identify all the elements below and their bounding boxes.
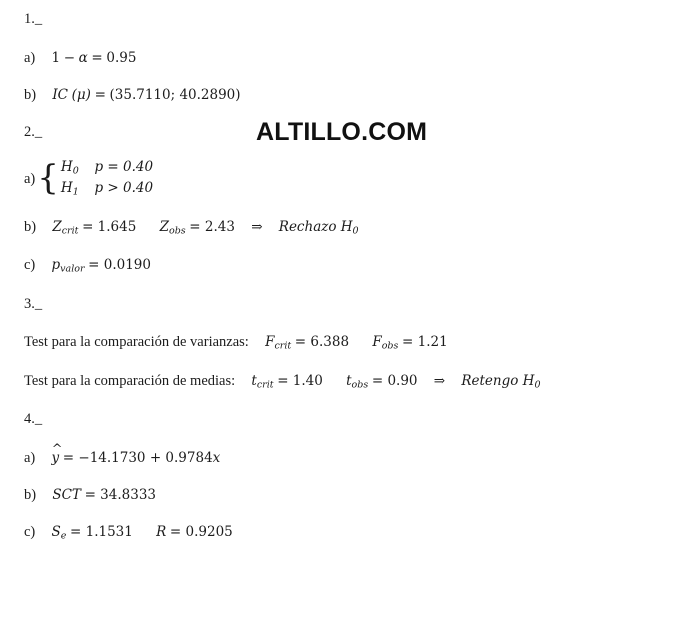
- variance-test-text: Test para la comparación de varianzas:: [24, 334, 249, 351]
- p-value-subscript: valor: [60, 263, 85, 275]
- regression-equation: = −14.1730 + 0.9784: [62, 449, 213, 466]
- item-1-b-equals: =: [94, 86, 106, 103]
- h0-subscript: 0: [72, 165, 79, 177]
- item-4-c-label: c): [24, 523, 36, 540]
- item-4-b-label: b): [24, 486, 37, 503]
- item-4-b: [24, 486, 664, 504]
- item-1-heading: [24, 10, 664, 29]
- t-crit-value: = 1.40: [277, 372, 323, 389]
- f-crit-subscript: crit: [274, 340, 292, 352]
- item-2-heading: [24, 123, 664, 142]
- f-obs-symbol: F: [372, 334, 382, 351]
- t-crit-subscript: crit: [256, 379, 274, 391]
- r-value: = 0.9205: [169, 523, 233, 540]
- z-obs-subscript: obs: [168, 225, 186, 237]
- item-2-c: [24, 256, 664, 276]
- z-conclusion: Rechazo H: [278, 218, 353, 235]
- left-brace-icon: {: [37, 158, 59, 199]
- y-hat-symbol: y ^: [52, 450, 60, 467]
- t-obs-symbol: t: [346, 372, 352, 389]
- item-1-b-interval: (35.7110; 40.2890): [109, 86, 241, 103]
- implies-icon-2: ⇒: [433, 372, 446, 389]
- z-conclusion-subscript: 0: [352, 225, 359, 237]
- z-crit-symbol: Z: [52, 218, 62, 235]
- z-obs-symbol: Z: [159, 218, 169, 235]
- t-obs-subscript: obs: [351, 379, 369, 391]
- f-crit-symbol: F: [265, 334, 275, 351]
- p-value-value: = 0.0190: [88, 257, 151, 274]
- h0-symbol: H: [60, 159, 73, 176]
- item-2-number: 2._: [24, 123, 43, 140]
- item-4-a: [24, 449, 664, 467]
- hypothesis-alt: [61, 178, 153, 199]
- item-4-heading: [24, 410, 664, 429]
- means-test-text: Test para la comparación de medias:: [24, 372, 236, 389]
- t-conclusion-subscript: 0: [534, 379, 541, 391]
- se-subscript: e: [60, 530, 67, 542]
- f-crit-value: = 6.388: [294, 334, 350, 351]
- item-4-number: 4._: [24, 411, 43, 428]
- item-3-variance-test: [24, 333, 664, 353]
- sct-value: = 34.8333: [84, 486, 156, 503]
- item-1-b-ic: IC: [52, 86, 69, 103]
- sct-symbol: SCT: [52, 486, 81, 503]
- item-3-means-test: [24, 372, 664, 392]
- t-crit-symbol: t: [251, 372, 257, 389]
- se-symbol: S: [51, 523, 61, 540]
- t-conclusion: Retengo H: [461, 372, 535, 389]
- h0-body: p = 0.40: [94, 159, 154, 176]
- item-1-a-equals: =: [91, 49, 103, 66]
- t-obs-value: = 0.90: [371, 372, 418, 389]
- item-3-number: 3._: [24, 295, 43, 312]
- f-obs-value: = 1.21: [402, 334, 448, 351]
- x-variable: x: [212, 449, 221, 466]
- item-3-heading: [24, 295, 664, 314]
- site-watermark: ALTILLO.COM: [256, 118, 428, 146]
- item-1-b-mu: (μ): [71, 86, 91, 103]
- z-obs-value: = 2.43: [189, 218, 235, 235]
- z-crit-value: = 1.645: [82, 218, 137, 235]
- item-1-a-label: a): [24, 49, 36, 66]
- r-symbol: R: [156, 523, 167, 540]
- se-value: = 1.1531: [70, 523, 133, 540]
- hypothesis-null: [61, 157, 153, 178]
- item-2-c-label: c): [24, 257, 36, 274]
- answers-content: [24, 0, 664, 561]
- item-1-a-minus: −: [63, 49, 76, 66]
- p-value-symbol: p: [51, 257, 61, 274]
- item-1-b-label: b): [24, 86, 37, 103]
- h1-body: p > 0.40: [94, 180, 154, 197]
- item-2-b: [24, 218, 664, 238]
- h1-subscript: 1: [72, 187, 79, 199]
- hypothesis-lines: [61, 157, 153, 199]
- z-crit-subscript: crit: [61, 225, 79, 237]
- implies-icon: ⇒: [251, 218, 263, 235]
- item-1-number: 1._: [24, 11, 43, 27]
- item-2-a-label: a): [24, 170, 36, 187]
- f-obs-subscript: obs: [381, 340, 399, 352]
- item-1-a: [24, 49, 664, 67]
- item-1-a-one: 1: [51, 49, 61, 66]
- item-4-c: [24, 523, 664, 543]
- item-2-a-hypothesis-system: [24, 157, 664, 199]
- item-2-b-label: b): [24, 218, 37, 235]
- h1-symbol: H: [60, 180, 73, 197]
- item-1-a-value: 0.95: [106, 49, 137, 66]
- item-1-b: [24, 86, 664, 104]
- item-4-a-label: a): [24, 449, 36, 466]
- item-1-a-alpha: α: [78, 49, 88, 66]
